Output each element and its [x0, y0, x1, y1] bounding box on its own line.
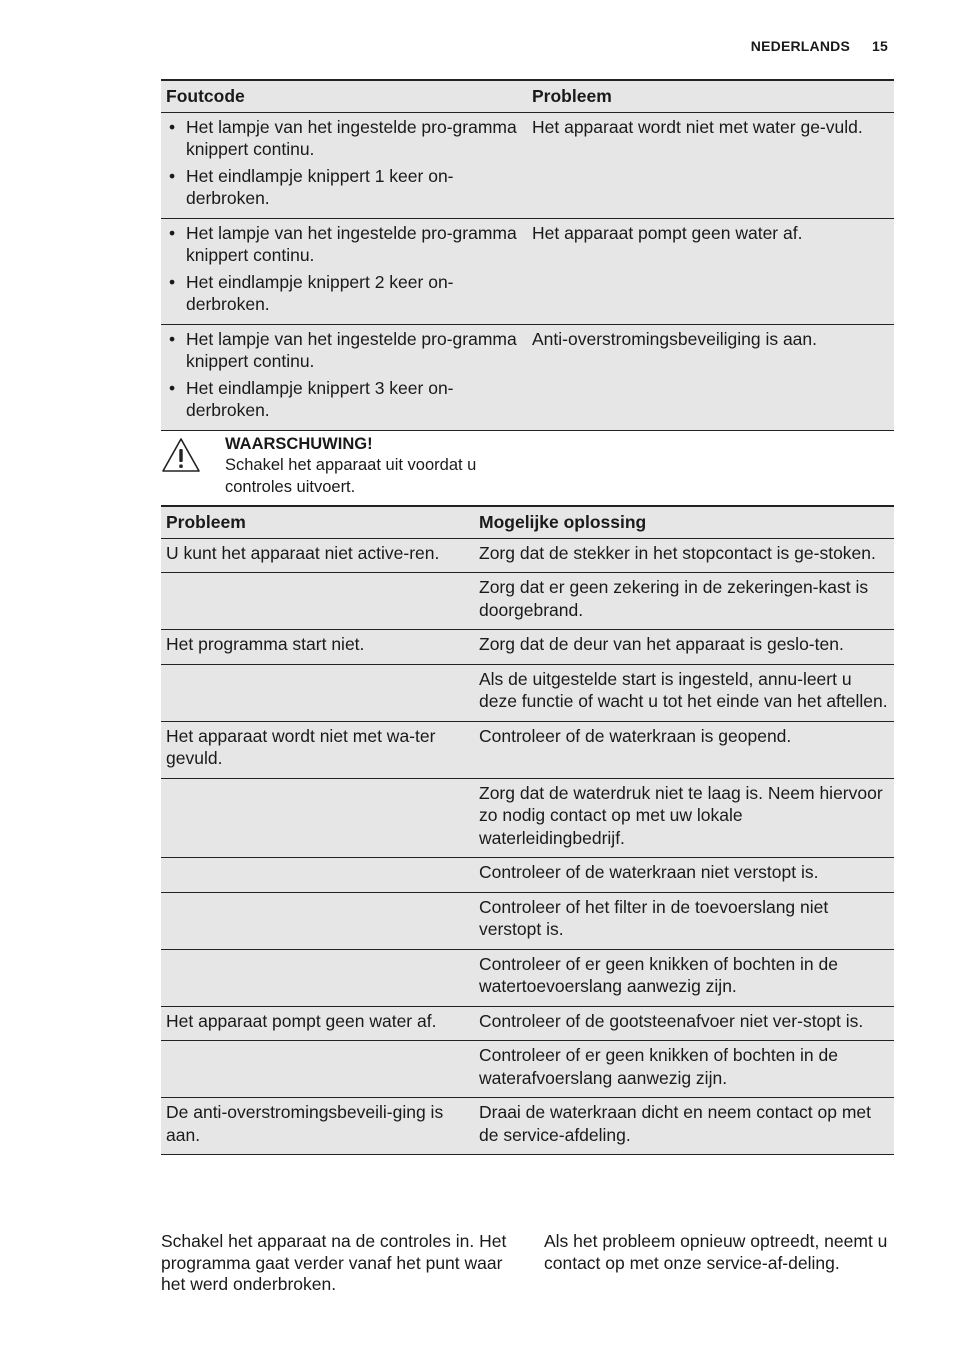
error-code-table	[161, 79, 894, 431]
table-row	[161, 218, 894, 324]
solution-cell: Controleer of de waterkraan niet verstopt is.	[474, 858, 894, 893]
problem-cell: Het apparaat wordt niet met water ge-vuld.	[527, 112, 894, 218]
footer-text-left: Schakel het apparaat na de controles in. Het programma gaat verder vanaf het punt waar het werd onderbroken.	[161, 1231, 507, 1294]
problem-cell: Het apparaat pompt geen water af.	[527, 218, 894, 324]
table-row	[161, 1098, 894, 1155]
page-header	[751, 38, 888, 54]
error-code-table-header	[161, 80, 894, 112]
table-row	[161, 112, 894, 218]
problem-cell	[161, 1041, 474, 1098]
warning-box	[161, 433, 521, 503]
table-row	[161, 892, 894, 949]
list-item: • Het eindlampje knippert 3 keer on-derbroken.	[166, 377, 522, 422]
table-row	[161, 538, 894, 573]
column-header-probleem: Probleem	[161, 506, 474, 538]
table-row	[161, 1041, 894, 1098]
troubleshooting-table-header	[161, 506, 894, 538]
troubleshooting-table	[161, 505, 894, 1155]
warning-text: Schakel het apparaat uit voordat u controles uitvoert.	[225, 456, 477, 496]
problem-cell: Het programma start niet.	[161, 630, 474, 665]
table-row	[161, 664, 894, 721]
page-number: 15	[872, 38, 888, 54]
problem-cell: Het apparaat pompt geen water af.	[161, 1006, 474, 1041]
error-code-cell	[161, 218, 527, 324]
list-item: • Het lampje van het ingestelde pro-gramma knippert continu.	[166, 222, 522, 267]
warning-triangle-icon	[161, 437, 201, 473]
table-row	[161, 1006, 894, 1041]
error-code-cell	[161, 324, 527, 430]
solution-cell: Zorg dat er geen zekering in de zekeringen-kast is doorgebrand.	[474, 573, 894, 630]
column-header-foutcode: Foutcode	[161, 80, 527, 112]
column-header-probleem: Probleem	[527, 80, 894, 112]
list-item: • Het eindlampje knippert 1 keer on-derbroken.	[166, 165, 522, 210]
problem-cell	[161, 664, 474, 721]
solution-cell: Controleer of er geen knikken of bochten in de waterafvoerslang aanwezig zijn.	[474, 1041, 894, 1098]
problem-cell	[161, 949, 474, 1006]
solution-cell: Zorg dat de waterdruk niet te laag is. Neem hiervoor zo nodig contact op met uw lokale waterleidingbedrijf.	[474, 778, 894, 858]
list-item: • Het eindlampje knippert 2 keer on-derbroken.	[166, 271, 522, 316]
solution-cell: Controleer of er geen knikken of bochten in de watertoevoerslang aanwezig zijn.	[474, 949, 894, 1006]
warning-title: WAARSCHUWING!	[225, 435, 373, 453]
problem-cell: U kunt het apparaat niet active-ren.	[161, 538, 474, 573]
list-item: • Het lampje van het ingestelde pro-gramma knippert continu.	[166, 328, 522, 373]
footer-text-right: Als het probleem opnieuw optreedt, neemt u contact op met onze service-af-deling.	[544, 1231, 888, 1273]
table-row	[161, 630, 894, 665]
problem-cell: De anti-overstromingsbeveili-ging is aan.	[161, 1098, 474, 1155]
problem-cell	[161, 778, 474, 858]
solution-cell: Draai de waterkraan dicht en neem contact op met de service-afdeling.	[474, 1098, 894, 1155]
problem-cell: Anti-overstromingsbeveiliging is aan.	[527, 324, 894, 430]
table-row	[161, 778, 894, 858]
table-row	[161, 949, 894, 1006]
table-row	[161, 324, 894, 430]
problem-cell	[161, 858, 474, 893]
solution-cell: Controleer of de waterkraan is geopend.	[474, 721, 894, 778]
problem-cell: Het apparaat wordt niet met wa-ter gevuld.	[161, 721, 474, 778]
table-row	[161, 721, 894, 778]
table-row	[161, 573, 894, 630]
column-header-mogelijke-oplossing: Mogelijke oplossing	[474, 506, 894, 538]
problem-cell	[161, 892, 474, 949]
list-item: • Het lampje van het ingestelde pro-gramma knippert continu.	[166, 116, 522, 161]
header-language: NEDERLANDS	[750, 38, 851, 54]
solution-cell: Controleer of het filter in de toevoerslang niet verstopt is.	[474, 892, 894, 949]
problem-cell	[161, 573, 474, 630]
solution-cell: Als de uitgestelde start is ingesteld, annu-leert u deze functie of wacht u tot het einde van het aftellen.	[474, 664, 894, 721]
solution-cell: Zorg dat de deur van het apparaat is geslo-ten.	[474, 630, 894, 665]
table-row	[161, 858, 894, 893]
solution-cell: Controleer of de gootsteenafvoer niet ver-stopt is.	[474, 1006, 894, 1041]
error-code-cell	[161, 112, 527, 218]
solution-cell: Zorg dat de stekker in het stopcontact is ge-stoken.	[474, 538, 894, 573]
